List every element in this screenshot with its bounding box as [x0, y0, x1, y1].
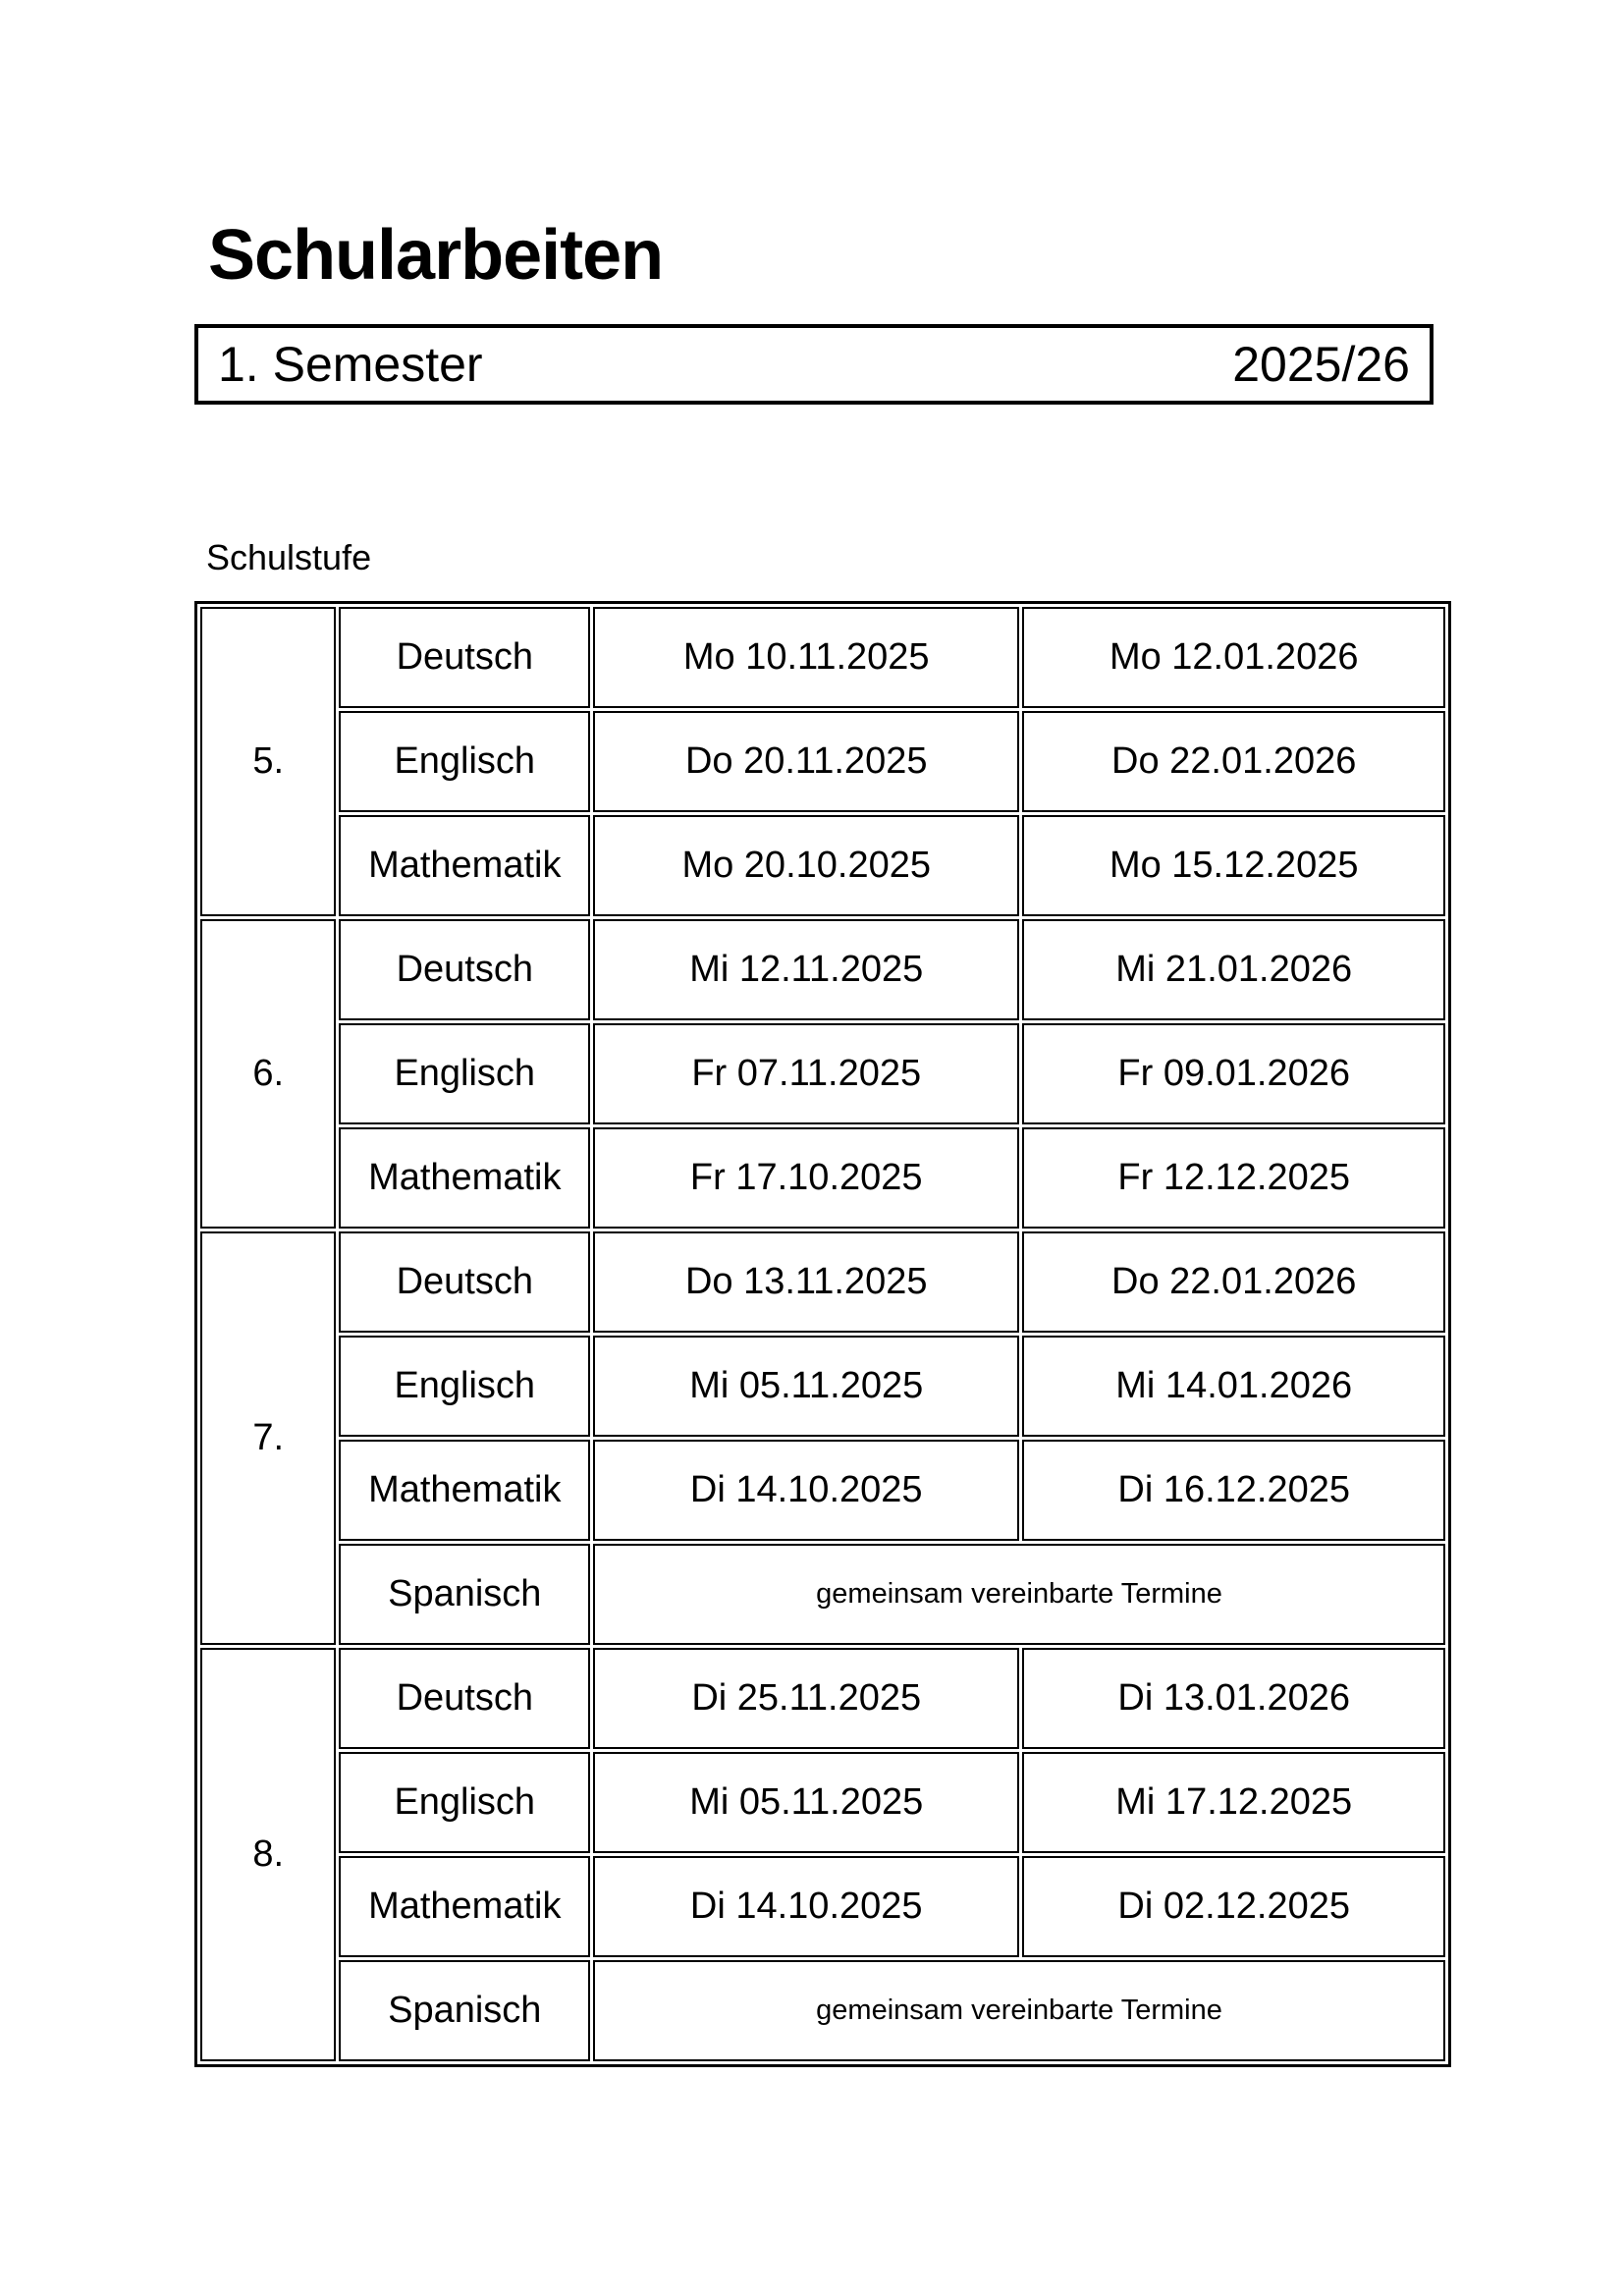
date1-cell: Di 25.11.2025	[593, 1648, 1019, 1749]
table-row	[200, 919, 1445, 1020]
date1-cell: Fr 17.10.2025	[593, 1127, 1019, 1229]
date2-cell: Fr 09.01.2026	[1022, 1023, 1445, 1124]
table-row	[200, 1648, 1445, 1749]
semester-label: 1. Semester	[218, 337, 483, 392]
date1-cell: Fr 07.11.2025	[593, 1023, 1019, 1124]
combined-dates-cell: gemeinsam vereinbarte Termine	[593, 1960, 1445, 2061]
date2-cell: Do 22.01.2026	[1022, 1231, 1445, 1333]
table-row	[200, 1856, 1445, 1957]
grade-cell: 7.	[200, 1231, 336, 1645]
table-row	[200, 1023, 1445, 1124]
date1-cell: Mi 05.11.2025	[593, 1752, 1019, 1853]
table-row	[200, 815, 1445, 916]
subject-cell: Mathematik	[339, 1127, 590, 1229]
semester-box	[194, 324, 1434, 405]
date2-cell: Mi 14.01.2026	[1022, 1336, 1445, 1437]
date1-cell: Mo 20.10.2025	[593, 815, 1019, 916]
subject-cell: Deutsch	[339, 919, 590, 1020]
date2-cell: Di 16.12.2025	[1022, 1440, 1445, 1541]
subject-cell: Englisch	[339, 1023, 590, 1124]
date2-cell: Mo 12.01.2026	[1022, 607, 1445, 708]
date2-cell: Fr 12.12.2025	[1022, 1127, 1445, 1229]
date1-cell: Do 13.11.2025	[593, 1231, 1019, 1333]
date2-cell: Di 13.01.2026	[1022, 1648, 1445, 1749]
table-row	[200, 1336, 1445, 1437]
table-row	[200, 711, 1445, 812]
subject-cell: Englisch	[339, 711, 590, 812]
date1-cell: Mo 10.11.2025	[593, 607, 1019, 708]
table-row	[200, 1127, 1445, 1229]
date2-cell: Mi 21.01.2026	[1022, 919, 1445, 1020]
date2-cell: Mo 15.12.2025	[1022, 815, 1445, 916]
table-row	[200, 1960, 1445, 2061]
date1-cell: Di 14.10.2025	[593, 1440, 1019, 1541]
grade-cell: 8.	[200, 1648, 336, 2061]
schedule-table	[194, 601, 1451, 2067]
table-row	[200, 1231, 1445, 1333]
grade-cell: 6.	[200, 919, 336, 1229]
date1-cell: Mi 12.11.2025	[593, 919, 1019, 1020]
date1-cell: Di 14.10.2025	[593, 1856, 1019, 1957]
table-row	[200, 1752, 1445, 1853]
table-row	[200, 607, 1445, 708]
date2-cell: Do 22.01.2026	[1022, 711, 1445, 812]
subject-cell: Deutsch	[339, 1648, 590, 1749]
table-row	[200, 1544, 1445, 1645]
subject-cell: Englisch	[339, 1336, 590, 1437]
table-row	[200, 1440, 1445, 1541]
page-title: Schularbeiten	[208, 216, 664, 295]
schedule-table-body	[200, 607, 1445, 2061]
subject-cell: Deutsch	[339, 1231, 590, 1333]
grade-cell: 5.	[200, 607, 336, 916]
subject-cell: Englisch	[339, 1752, 590, 1853]
subject-cell: Spanisch	[339, 1544, 590, 1645]
subject-cell: Mathematik	[339, 1856, 590, 1957]
date2-cell: Mi 17.12.2025	[1022, 1752, 1445, 1853]
subject-cell: Mathematik	[339, 815, 590, 916]
subject-cell: Deutsch	[339, 607, 590, 708]
subject-cell: Mathematik	[339, 1440, 590, 1541]
date1-cell: Mi 05.11.2025	[593, 1336, 1019, 1437]
school-year-label: 2025/26	[1232, 337, 1410, 392]
combined-dates-cell: gemeinsam vereinbarte Termine	[593, 1544, 1445, 1645]
date1-cell: Do 20.11.2025	[593, 711, 1019, 812]
schulstufe-label: Schulstufe	[206, 537, 372, 577]
date2-cell: Di 02.12.2025	[1022, 1856, 1445, 1957]
subject-cell: Spanisch	[339, 1960, 590, 2061]
